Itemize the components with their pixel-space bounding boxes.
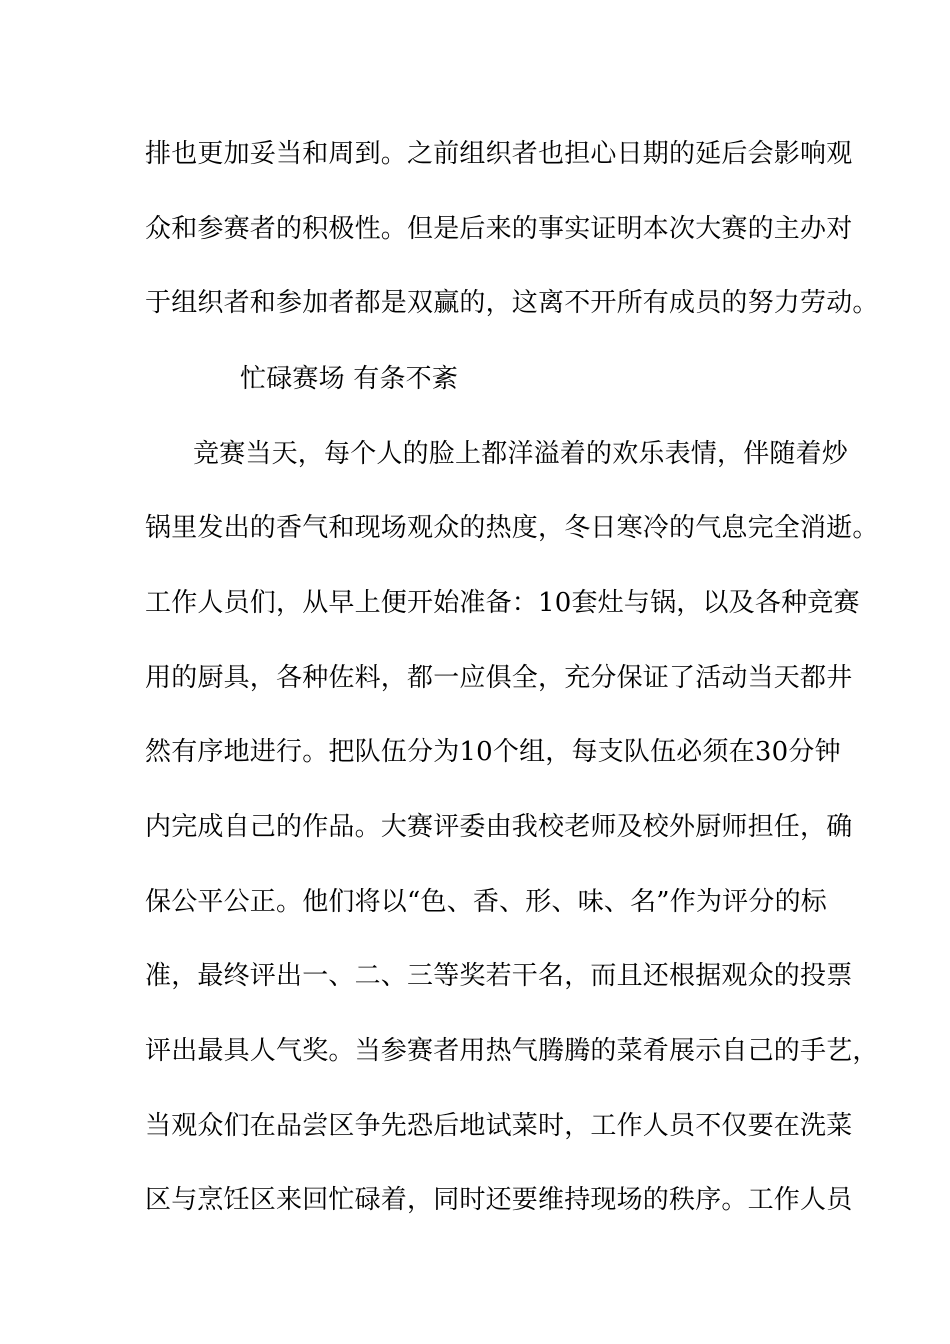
paragraph-line: 内完成自己的作品。大赛评委由我校老师及校外厨师担任，确: [145, 812, 853, 842]
paragraph-line: 然有序地进行。把队伍分为10个组，每支队伍必须在30分钟: [145, 737, 841, 767]
paragraph-line: 排也更加妥当和周到。之前组织者也担心日期的延后会影响观: [145, 139, 853, 169]
paragraph-line: 众和参赛者的积极性。但是后来的事实证明本次大赛的主办对: [145, 214, 853, 244]
paragraph-line: 当观众们在品尝区争先恐后地试菜时，工作人员不仅要在洗菜: [145, 1111, 853, 1141]
section-heading: 忙碌赛场 有条不紊: [240, 364, 459, 394]
paragraph-line: 于组织者和参加者都是双赢的，这离不开所有成员的努力劳动。: [145, 288, 879, 318]
paragraph-line: 锅里发出的香气和现场观众的热度，冬日寒冷的气息完全消逝。: [145, 513, 879, 543]
paragraph-line: 准，最终评出一、二、三等奖若干名，而且还根据观众的投票: [145, 961, 853, 991]
paragraph-line: 评出最具人气奖。当参赛者用热气腾腾的菜肴展示自己的手艺，: [145, 1036, 879, 1066]
paragraph-line: 工作人员们，从早上便开始准备：10套灶与锅，以及各种竞赛: [145, 588, 860, 618]
paragraph-line: 保公平公正。他们将以“色、香、形、味、名”作为评分的标: [145, 887, 827, 917]
paragraph-line: 区与烹饪区来回忙碌着，同时还要维持现场的秩序。工作人员: [145, 1185, 853, 1215]
paragraph-line: 用的厨具，各种佐料，都一应俱全，充分保证了活动当天都井: [145, 663, 853, 693]
paragraph-line: 竞赛当天，每个人的脸上都洋溢着的欢乐表情，伴随着炒: [193, 439, 849, 469]
